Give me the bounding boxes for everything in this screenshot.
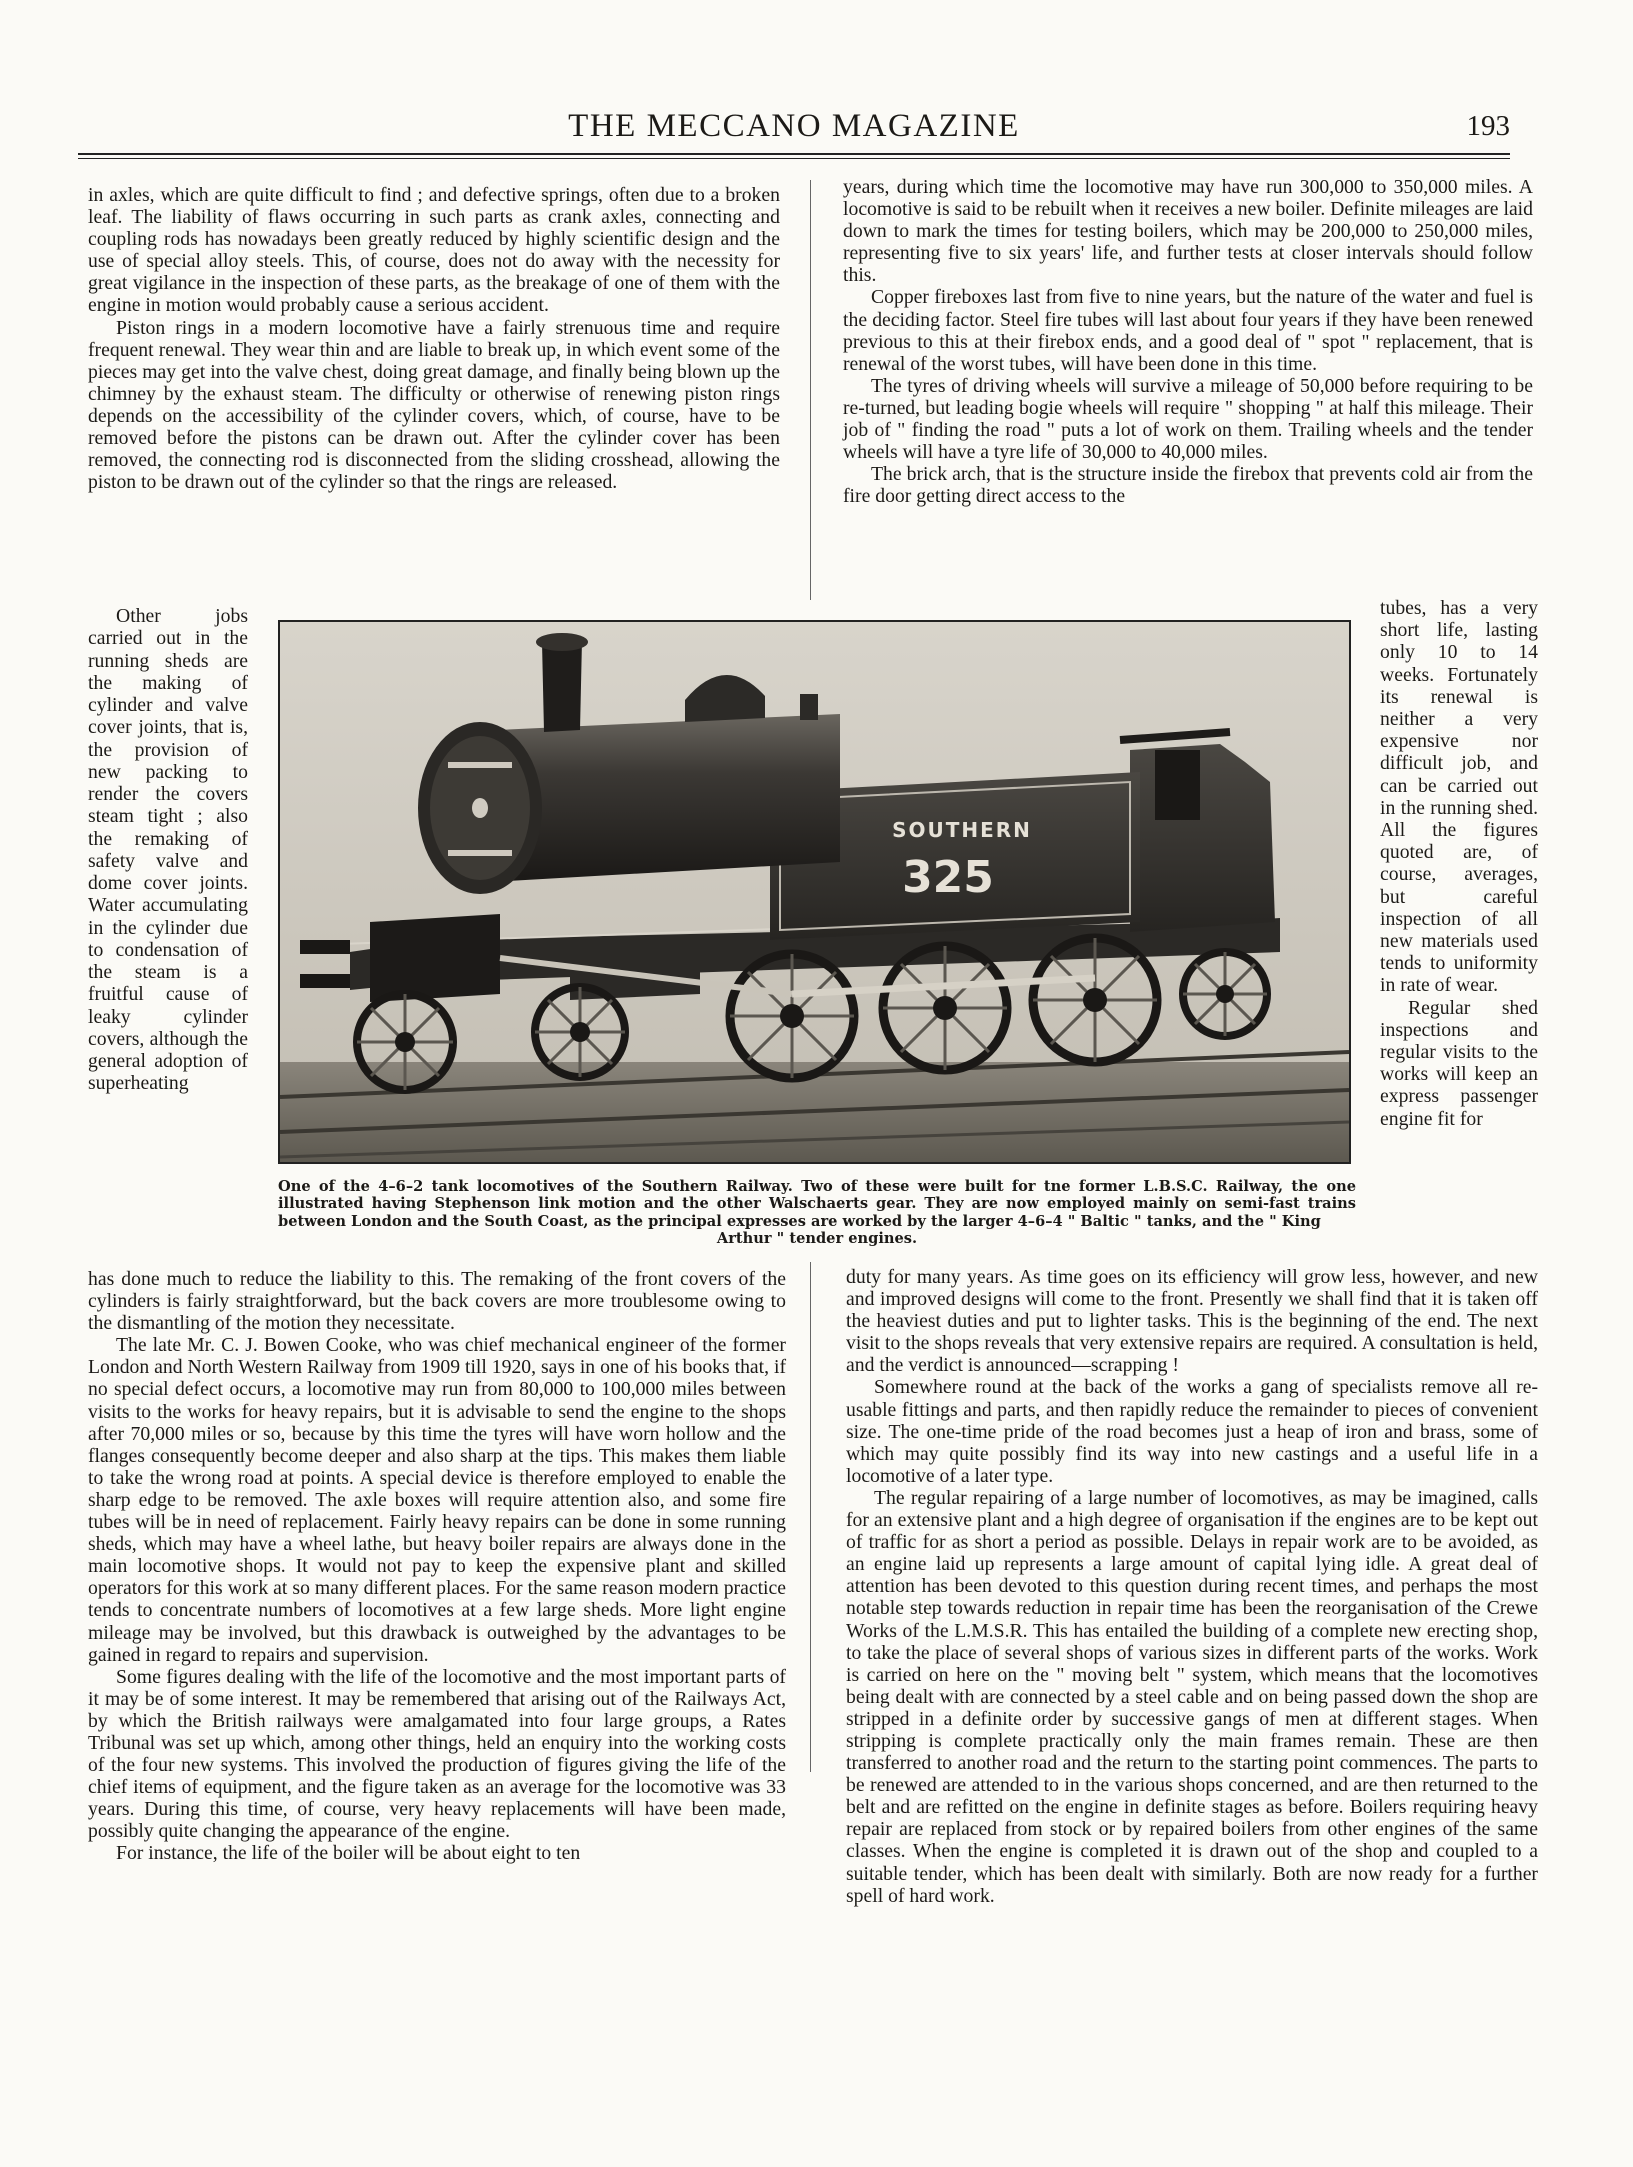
paragraph: The regular repairing of a large number of locomotives, as may be imagined, calls for an extensive plant and a high degree of organisation if the engines are to be kept out of traffic for as short a period as possible. Delays in repair work are to be avoided, as an engine laid up represents a large amount of capital lying idle. A great deal of attention has been devoted to this question during recent times, and perhaps the most notable step towards reduction in repair time has been the reorganisation of the Crewe Works of the L.M.S.R. This has entailed the building of a complete new erecting shop, to take the place of several shops of various sizes in different parts of the works. Work is carried on here on the " moving belt " system, which means that the locomotives being dealt with are connected by a steel cable and on being passed down the shop are stripped in a definite order by successive gangs of men at different stages. When stripping is complete practically only the main frames remain. These are then transferred to another road and the return to the starting point commences. The parts to be renewed are attended to in the various shops concerned, and are then returned to the belt and are refitted on the engine in definite stages as before. Boilers requiring heavy repair are replaced from stock or by repaired boilers from other engines of the same classes. When the engine is completed it is drawn out of the shop and coupled to a suitable tender, which has been dealt with similarly. Both are now ready for a further spell of hard work.: [846, 1486, 1538, 1907]
paragraph: For instance, the life of the boiler will be about eight to ten: [116, 1842, 581, 1865]
page-number: 193: [1466, 110, 1510, 142]
engine-number: 325: [902, 852, 994, 903]
column-divider-top: [810, 180, 811, 600]
caption-text: One of the 4–6–2 tank locomotives of the Southern Railway. Two of these were built for tne former L.B.S.C. Railway, the one illustrated having Stephenson link motion and the other Walschaerts gear. They are now employed mainly on semi-fast trains between London and the South Coast, as the principal expresses are worked by the larger 4–6–4 " Baltic " tanks, and the " King: [278, 1178, 1356, 1230]
header-rule: [78, 153, 1510, 155]
paragraph: Piston rings in a modern locomotive have a fairly strenuous time and require frequent renewal. They wear thin and are liable to break up, in which event some of the pieces may get into the valve chest, doing great damage, and finally being blown up the chimney by the exhaust steam. The difficulty or otherwise of renewing piston rings depends on the accessibility of the cylinder covers, which, of course, have to be removed before the pistons can be drawn out. After the cylinder cover has been removed, the connecting rod is disconnected from the sliding crosshead, allowing the piston to be drawn out of the cylinder so that the rings are released.: [88, 316, 780, 494]
paragraph: Somewhere round at the back of the works a gang of specialists remove all re-usable fittings and parts, and then rapidly reduce the remainder to pieces of convenient size. The one-time pride of the road becomes just a heap of iron and brass, some of which may quite possibly find its way into new castings and a useful life in a locomotive of a later type.: [846, 1376, 1538, 1487]
paragraph: tubes, has a very short life, lasting only 10 to 14 weeks. Fortunately its renewal is neither a very expensive nor difficult job, and can be carried out in the running shed. All the figures quoted are, of course, averages, but careful inspection of all new materials used tends to uniformity in rate of wear.: [1380, 597, 1538, 997]
magazine-title: THE MECCANO MAGAZINE: [568, 108, 1020, 144]
paragraph: Other jobs carried out in the running sheds are the making of cylinder and valve cover joints, that is, the provision of new packing to render the covers steam tight ; also the remaking of safety valve and dome cover joints. Water accumulating in the cylinder due to condensation of the steam is a fruitful cause of leaky cylinder covers, although the general adoption of superheating: [88, 605, 248, 1095]
paragraph: The late Mr. C. J. Bowen Cooke, who was chief mechanical engineer of the former London and North Western Railway from 1909 till 1920, says in one of his books that, if no special defect occurs, a locomotive may run from 80,000 to 100,000 miles between visits to the works for heavy repairs, but it is advisable to send the engine to the shops after 70,000 miles or so, because by this time the tyres will have worn hollow and the flanges consequently become deeper and also sharp at the tips. This makes them liable to take the wrong road at points. A special device is therefore employed to enable the sharp edge to be removed. The axle boxes will require attention also, and some fire tubes will be in need of replacement. Fairly heavy repairs can be done in some running sheds, which may have a wheel lathe, but heavy boiler repairs are always done in the main locomotive shops. It would not pay to keep the expensive plant and skilled operators for this work at so many different places. For the same reason modern practice tends to concentrate numbers of locomotives at a few large sheds. More light engine mileage may be involved, but this drawback is outweighed by the advantages to be gained in regard to repairs and supervision.: [88, 1334, 786, 1666]
paragraph: The tyres of driving wheels will survive a mileage of 50,000 before requiring to be re-turned, but leading bogie wheels will require " shopping " at half this mileage. Their job of " finding the road " puts a lot of work on them. Trailing wheels and the tender wheels will have a tyre life of 30,000 to 40,000 miles.: [843, 374, 1533, 464]
paragraph: Regular shed inspections and regular visits to the works will keep an express passenger engine fit for: [1380, 996, 1538, 1130]
column-divider-bottom: [810, 1262, 811, 1772]
paragraph: in axles, which are quite difficult to find ; and defective springs, often due to a broken leaf. The liability of flaws occurring in such parts as crank axles, connecting and coupling rods has nowadays been greatly reduced by highly scientific design and the use of special alloy steels. This, of course, does not do away with the necessity for great vigilance in the inspection of these parts, as the breakage of one of them with the engine in motion would probably cause a serious accident.: [88, 184, 780, 317]
caption-last-line: Arthur " tender engines.: [716, 1230, 918, 1248]
right-column-bottom: [846, 1266, 1538, 1907]
page-header: [78, 108, 1510, 154]
left-column-top: [88, 184, 780, 493]
tank-lettering: SOUTHERN: [892, 818, 1032, 842]
photo-caption: [278, 1178, 1356, 1248]
header-rule-thin: [78, 158, 1510, 159]
locomotive-illustration: [280, 622, 1349, 1162]
paragraph: Some figures dealing with the life of the locomotive and the most important parts of it may be of some interest. It may be remembered that arising out of the Railways Act, by which the British railways were amalgamated into four large groups, a Rates Tribunal was set up which, among other things, held an enquiry into the working costs of the four new systems. This involved the production of figures giving the life of the chief items of equipment, and the figure taken as an average for the locomotive was 33 years. During this time, of course, very heavy replacements will have been made, possibly quite changing the appearance of the engine.: [88, 1665, 786, 1843]
left-column-bottom: [88, 1268, 786, 1865]
left-wrap-column: [88, 605, 248, 1095]
paragraph: The brick arch, that is the structure inside the firebox that prevents cold air from the fire door getting direct access to the: [843, 463, 1533, 508]
right-wrap-column: [1380, 597, 1538, 1130]
paragraph: has done much to reduce the liability to this. The remaking of the front covers of the cylinders is fairly straightforward, but the back covers are more troublesome owing to the dismantling of the motion they necessitate.: [88, 1268, 786, 1335]
paragraph: Copper fireboxes last from five to nine years, but the nature of the water and fuel is the deciding factor. Steel fire tubes will last about four years if they have been renewed previous to this at their firebox ends, and a good deal of " spot " replacement, that is renewal of the worst tubes, will have been done in this time.: [843, 286, 1533, 375]
right-column-top: [843, 176, 1533, 507]
paragraph: duty for many years. As time goes on its efficiency will grow less, however, and new and improved designs will come to the front. Presently we shall find that it is taken off the heaviest duties and put to lighter tasks. This is the beginning of the end. The next visit to the shops reveals that very extensive repairs are required. A consultation is held, and the verdict is announced—scrapping !: [846, 1266, 1538, 1377]
paragraph: years, during which time the locomotive may have run 300,000 to 350,000 miles. A locomotive is said to be rebuilt when it receives a new boiler. Definite mileages are laid down to mark the times for testing boilers, which may be 200,000 to 250,000 miles, representing five to six years' life, and further tests at closer intervals should follow this.: [843, 176, 1533, 287]
locomotive-photo: [278, 620, 1351, 1164]
